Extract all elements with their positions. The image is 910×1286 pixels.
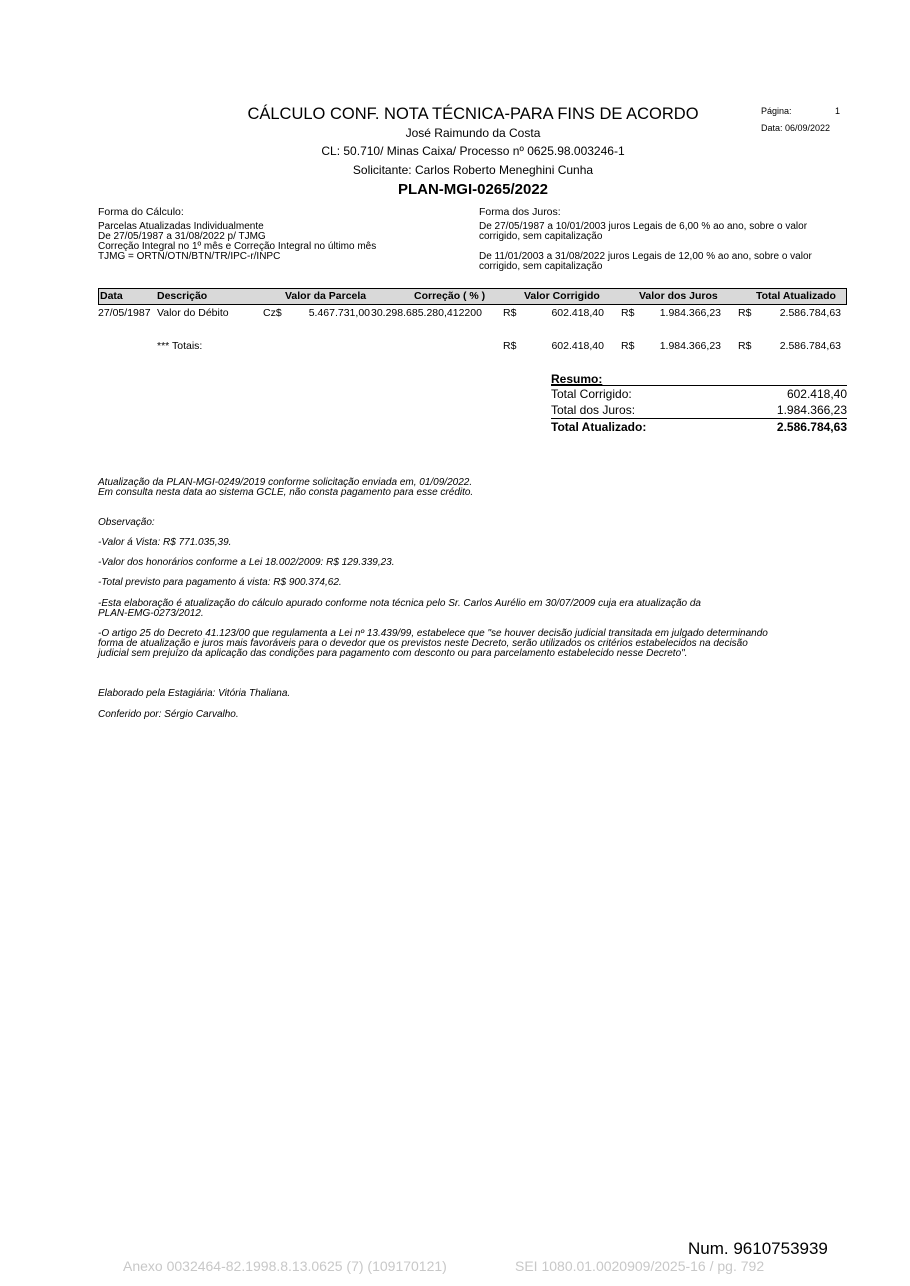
row-corrected-value: 602.418,40 <box>551 307 604 319</box>
row-currency: R$ <box>621 307 635 319</box>
col-header-description: Descrição <box>157 290 208 302</box>
update-note: Atualização da PLAN-MGI-0249/2019 conforme solicitação enviada em, 01/09/2022. <box>98 477 473 488</box>
col-header-parcel: Valor da Parcela <box>285 290 367 302</box>
observation-decree: -O artigo 25 do Decreto 41.123/00 que regulamenta a Lei nº 13.439/99, estabelece que "se houver decisão judicial transitada em julgado determinando <box>98 628 768 639</box>
row-date: 27/05/1987 <box>98 307 151 319</box>
calc-form-line: Correção Integral no 1º mês e Correção Integral no último mês <box>98 241 377 252</box>
col-header-correction: Correção ( % ) <box>414 290 486 302</box>
col-header-interest: Valor dos Juros <box>639 290 718 302</box>
calc-form-line: De 27/05/1987 a 31/08/2022 p/ TJMG <box>98 231 266 242</box>
interest-period-2: corrigido, sem capitalização <box>479 261 603 272</box>
row-currency: R$ <box>738 307 752 319</box>
col-header-total: Total Atualizado <box>756 290 836 302</box>
row-description: Valor do Débito <box>157 307 229 319</box>
summary-divider <box>551 418 847 419</box>
summary-total-label: Total Atualizado: <box>551 420 647 434</box>
page-number: 1 <box>835 106 841 116</box>
creditor-name: José Raimundo da Costa <box>405 126 541 140</box>
document-date: Data: 06/09/2022 <box>761 123 831 133</box>
update-note: Em consulta nesta data ao sistema GCLE, não consta pagamento para esse crédito. <box>98 487 474 498</box>
annex-reference: Anexo 0032464-82.1998.8.13.0625 (7) (109170121) <box>123 1258 447 1274</box>
col-header-date: Data <box>100 290 123 302</box>
totals-corrected: 602.418,40 <box>551 340 604 352</box>
row-old-currency: Cz$ <box>263 307 282 319</box>
process-info: CL: 50.710/ Minas Caixa/ Processo nº 0625.98.003246-1 <box>321 144 625 158</box>
totals-currency: R$ <box>738 340 752 352</box>
document-number: Num. 9610753939 <box>688 1239 828 1258</box>
sei-reference: SEI 1080.01.0020909/2025-16 / pg. 792 <box>515 1258 765 1274</box>
interest-period-2: De 11/01/2003 a 31/08/2022 juros Legais de 12,00 % ao ano, sobre o valor <box>479 251 812 262</box>
requester-info: Solicitante: Carlos Roberto Meneghini Cunha <box>352 163 594 177</box>
totals-currency: R$ <box>503 340 517 352</box>
interest-period-1: corrigido, sem capitalização <box>479 231 603 242</box>
row-correction-pct: 30.298.685.280,412200 <box>371 307 482 319</box>
summary-divider <box>551 385 847 386</box>
summary-interest-label: Total dos Juros: <box>551 403 636 417</box>
interest-form-label: Forma dos Juros: <box>479 206 561 218</box>
row-currency: R$ <box>503 307 517 319</box>
summary-corrected-value: 602.418,40 <box>786 387 847 401</box>
document-title: CÁLCULO CONF. NOTA TÉCNICA-PARA FINS DE ACORDO <box>247 105 699 123</box>
summary-interest-value: 1.984.366,23 <box>776 403 847 417</box>
observation-fees: -Valor dos honorários conforme a Lei 18.002/2009: R$ 129.339,23. <box>98 557 395 568</box>
observation-total: -Total previsto para pagamento á vista: R$ 900.374,62. <box>98 577 342 588</box>
summary-title: Resumo: <box>551 372 603 386</box>
col-header-corrected: Valor Corrigido <box>524 290 600 302</box>
calc-form-label: Forma do Cálculo: <box>98 206 184 218</box>
observation-elaboration: PLAN-EMG-0273/2012. <box>98 608 204 619</box>
totals-interest: 1.984.366,23 <box>659 340 721 352</box>
interest-period-1: De 27/05/1987 a 10/01/2003 juros Legais de 6,00 % ao ano, sobre o valor <box>479 221 808 232</box>
totals-currency: R$ <box>621 340 635 352</box>
page-label: Página: <box>761 106 792 116</box>
prepared-by: Elaborado pela Estagiária: Vitória Thaliana. <box>98 688 291 699</box>
plan-number: PLAN-MGI-0265/2022 <box>397 181 549 198</box>
totals-total: 2.586.784,63 <box>779 340 841 352</box>
row-parcel-value: 5.467.731,00 <box>308 307 370 319</box>
row-interest-value: 1.984.366,23 <box>659 307 721 319</box>
summary-corrected-label: Total Corrigido: <box>551 387 632 401</box>
observation-heading: Observação: <box>98 517 155 528</box>
summary-total-value: 2.586.784,63 <box>776 420 847 434</box>
observation-decree: judicial sem prejuízo da aplicação das condições para pagamento com desconto ou para parcelamento estabelecido nesse Decreto". <box>98 648 688 659</box>
calc-form-line: Parcelas Atualizadas Individualmente <box>98 221 264 232</box>
row-total-value: 2.586.784,63 <box>779 307 841 319</box>
observation-elaboration: -Esta elaboração é atualização do cálculo apurado conforme nota técnica pelo Sr. Carlos Aurélio em 30/07/2009 cuja era atualização da <box>98 598 701 609</box>
totals-label: *** Totais: <box>157 340 203 352</box>
observation-cash-value: -Valor á Vista: R$ 771.035,39. <box>98 537 232 548</box>
calc-form-line: TJMG = ORTN/OTN/BTN/TR/IPC-r/INPC <box>98 251 281 262</box>
observation-decree: forma de atualização e juros mais favoráveis para o devedor que os previstos neste Decreto, serão utilizados os critérios estabelecidos na decisão <box>98 638 748 649</box>
checked-by: Conferido por: Sérgio Carvalho. <box>98 709 239 720</box>
